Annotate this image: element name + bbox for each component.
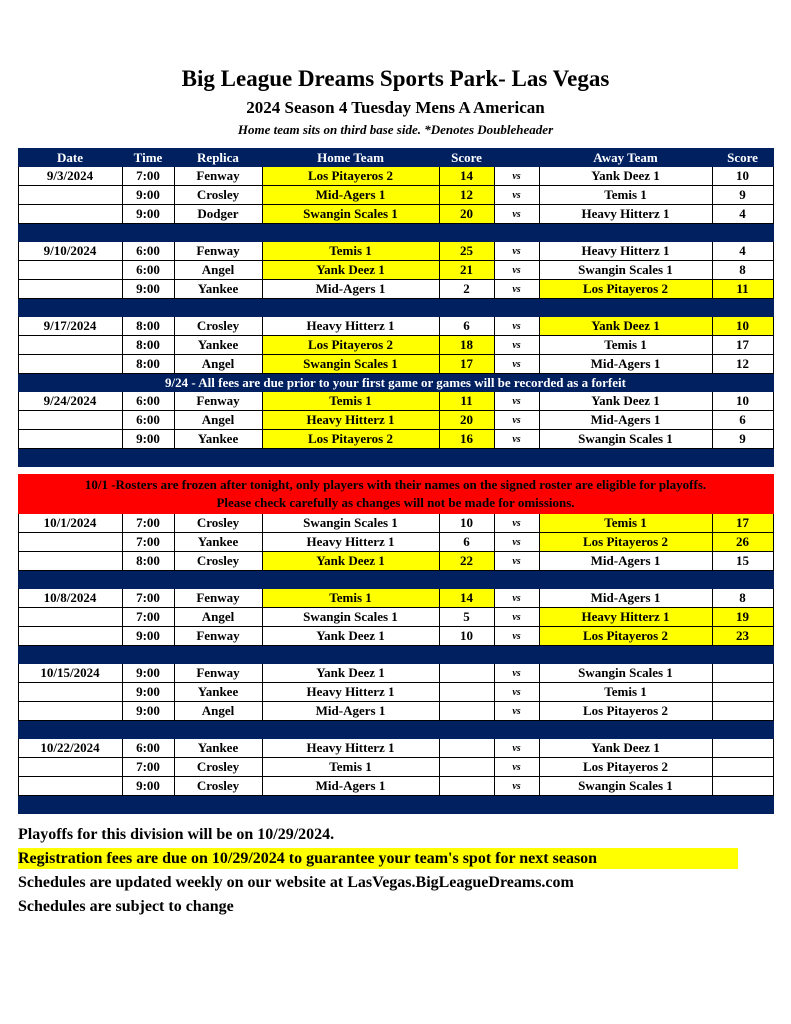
away-team-cell: Swangin Scales 1 xyxy=(539,430,712,449)
date-cell xyxy=(18,627,122,646)
separator-bar xyxy=(18,796,773,814)
home-team-cell: Heavy Hitterz 1 xyxy=(262,683,439,702)
col-header-away-team: Away Team xyxy=(539,149,712,167)
home-score-cell: 11 xyxy=(439,392,494,411)
away-team-cell: Heavy Hitterz 1 xyxy=(539,205,712,224)
away-score-cell xyxy=(712,758,773,777)
separator-row xyxy=(18,721,773,739)
home-score-cell xyxy=(439,777,494,796)
time-cell: 6:00 xyxy=(122,392,174,411)
time-cell: 6:00 xyxy=(122,242,174,261)
date-cell xyxy=(18,411,122,430)
away-score-cell: 8 xyxy=(712,589,773,608)
date-cell: 9/17/2024 xyxy=(18,317,122,336)
vs-cell: vs xyxy=(494,430,539,449)
vs-cell: vs xyxy=(494,533,539,552)
date-cell: 10/15/2024 xyxy=(18,664,122,683)
away-score-cell xyxy=(712,777,773,796)
vs-cell: vs xyxy=(494,411,539,430)
date-cell: 10/1/2024 xyxy=(18,514,122,533)
home-score-cell: 10 xyxy=(439,627,494,646)
replica-cell: Yankee xyxy=(174,533,262,552)
home-score-cell xyxy=(439,739,494,758)
spacer-row xyxy=(18,467,773,475)
game-row xyxy=(18,205,773,224)
schedule-table-body xyxy=(18,167,773,814)
away-score-cell xyxy=(712,702,773,721)
game-row xyxy=(18,533,773,552)
home-team-cell: Mid-Agers 1 xyxy=(262,777,439,796)
game-row xyxy=(18,514,773,533)
home-score-cell: 16 xyxy=(439,430,494,449)
home-team-cell: Yank Deez 1 xyxy=(262,552,439,571)
replica-cell: Angel xyxy=(174,261,262,280)
replica-cell: Crosley xyxy=(174,758,262,777)
game-row xyxy=(18,280,773,299)
game-row xyxy=(18,608,773,627)
away-score-cell: 9 xyxy=(712,430,773,449)
away-team-cell: Heavy Hitterz 1 xyxy=(539,242,712,261)
away-score-cell: 8 xyxy=(712,261,773,280)
away-team-cell: Los Pitayeros 2 xyxy=(539,702,712,721)
separator-bar xyxy=(18,299,773,317)
time-cell: 8:00 xyxy=(122,552,174,571)
home-score-cell xyxy=(439,664,494,683)
time-cell: 9:00 xyxy=(122,627,174,646)
vs-cell: vs xyxy=(494,167,539,186)
home-team-cell: Temis 1 xyxy=(262,242,439,261)
notice-row-red xyxy=(18,475,773,514)
home-score-cell: 21 xyxy=(439,261,494,280)
time-cell: 8:00 xyxy=(122,355,174,374)
col-header-away-score: Score xyxy=(712,149,773,167)
away-team-cell: Los Pitayeros 2 xyxy=(539,533,712,552)
home-score-cell: 6 xyxy=(439,317,494,336)
vs-cell: vs xyxy=(494,355,539,374)
game-row xyxy=(18,758,773,777)
away-team-cell: Los Pitayeros 2 xyxy=(539,280,712,299)
time-cell: 9:00 xyxy=(122,777,174,796)
spacer-bar xyxy=(18,467,773,475)
separator-row xyxy=(18,646,773,664)
roster-freeze-notice xyxy=(18,475,773,514)
game-row xyxy=(18,739,773,758)
home-score-cell: 2 xyxy=(439,280,494,299)
home-score-cell: 20 xyxy=(439,205,494,224)
home-team-cell: Temis 1 xyxy=(262,392,439,411)
away-team-cell: Yank Deez 1 xyxy=(539,317,712,336)
separator-row xyxy=(18,299,773,317)
vs-cell: vs xyxy=(494,739,539,758)
vs-cell: vs xyxy=(494,683,539,702)
away-team-cell: Yank Deez 1 xyxy=(539,392,712,411)
away-team-cell: Temis 1 xyxy=(539,336,712,355)
time-cell: 6:00 xyxy=(122,261,174,280)
replica-cell: Yankee xyxy=(174,430,262,449)
replica-cell: Angel xyxy=(174,355,262,374)
playoffs-note: Playoffs for this division will be on 10/29/2024. xyxy=(18,826,335,843)
home-team-cell: Mid-Agers 1 xyxy=(262,280,439,299)
date-cell: 9/3/2024 xyxy=(18,167,122,186)
replica-cell: Fenway xyxy=(174,589,262,608)
date-cell: 10/22/2024 xyxy=(18,739,122,758)
home-team-cell: Heavy Hitterz 1 xyxy=(262,411,439,430)
vs-cell: vs xyxy=(494,664,539,683)
replica-cell: Angel xyxy=(174,608,262,627)
replica-cell: Fenway xyxy=(174,242,262,261)
away-score-cell: 15 xyxy=(712,552,773,571)
vs-cell: vs xyxy=(494,336,539,355)
home-team-cell: Heavy Hitterz 1 xyxy=(262,533,439,552)
website-note: Schedules are updated weekly on our website at LasVegas.BigLeagueDreams.com xyxy=(18,874,574,891)
game-row xyxy=(18,683,773,702)
date-cell xyxy=(18,608,122,627)
vs-cell: vs xyxy=(494,186,539,205)
home-team-cell: Swangin Scales 1 xyxy=(262,608,439,627)
away-score-cell: 19 xyxy=(712,608,773,627)
table-header-row xyxy=(18,149,773,167)
home-team-cell: Temis 1 xyxy=(262,589,439,608)
game-row xyxy=(18,430,773,449)
separator-bar xyxy=(18,224,773,242)
home-team-cell: Swangin Scales 1 xyxy=(262,205,439,224)
away-score-cell xyxy=(712,664,773,683)
home-team-cell: Heavy Hitterz 1 xyxy=(262,317,439,336)
game-row xyxy=(18,664,773,683)
game-row xyxy=(18,411,773,430)
away-score-cell: 11 xyxy=(712,280,773,299)
date-cell xyxy=(18,683,122,702)
away-score-cell: 10 xyxy=(712,317,773,336)
game-row xyxy=(18,627,773,646)
time-cell: 6:00 xyxy=(122,739,174,758)
home-score-cell: 18 xyxy=(439,336,494,355)
date-cell xyxy=(18,552,122,571)
time-cell: 9:00 xyxy=(122,430,174,449)
away-score-cell: 10 xyxy=(712,167,773,186)
game-row xyxy=(18,392,773,411)
time-cell: 9:00 xyxy=(122,683,174,702)
replica-cell: Yankee xyxy=(174,683,262,702)
game-row xyxy=(18,242,773,261)
time-cell: 9:00 xyxy=(122,205,174,224)
home-score-cell: 14 xyxy=(439,589,494,608)
subject-to-change-note: Schedules are subject to change xyxy=(18,898,234,915)
separator-bar xyxy=(18,571,773,589)
game-row xyxy=(18,261,773,280)
col-header-date: Date xyxy=(18,149,122,167)
away-score-cell xyxy=(712,739,773,758)
replica-cell: Fenway xyxy=(174,627,262,646)
col-header-home-team: Home Team xyxy=(262,149,439,167)
date-cell xyxy=(18,777,122,796)
replica-cell: Fenway xyxy=(174,392,262,411)
replica-cell: Angel xyxy=(174,411,262,430)
fees-due-notice: 9/24 - All fees are due prior to your first game or games will be recorded as a forfeit xyxy=(18,374,773,392)
away-score-cell xyxy=(712,683,773,702)
away-score-cell: 10 xyxy=(712,392,773,411)
notice-row-navy xyxy=(18,374,773,392)
away-team-cell: Temis 1 xyxy=(539,683,712,702)
away-score-cell: 17 xyxy=(712,514,773,533)
vs-cell: vs xyxy=(494,608,539,627)
away-score-cell: 26 xyxy=(712,533,773,552)
vs-cell: vs xyxy=(494,280,539,299)
home-score-cell: 22 xyxy=(439,552,494,571)
home-team-cell: Swangin Scales 1 xyxy=(262,355,439,374)
home-team-cell: Yank Deez 1 xyxy=(262,627,439,646)
page-subtitle: 2024 Season 4 Tuesday Mens A American xyxy=(246,98,545,117)
away-score-cell: 6 xyxy=(712,411,773,430)
home-team-cell: Temis 1 xyxy=(262,758,439,777)
home-score-cell: 5 xyxy=(439,608,494,627)
home-score-cell: 20 xyxy=(439,411,494,430)
replica-cell: Crosley xyxy=(174,552,262,571)
away-score-cell: 4 xyxy=(712,205,773,224)
away-score-cell: 12 xyxy=(712,355,773,374)
date-cell xyxy=(18,186,122,205)
date-cell xyxy=(18,336,122,355)
vs-cell: vs xyxy=(494,261,539,280)
replica-cell: Crosley xyxy=(174,514,262,533)
replica-cell: Crosley xyxy=(174,777,262,796)
home-score-cell xyxy=(439,702,494,721)
time-cell: 9:00 xyxy=(122,186,174,205)
away-team-cell: Mid-Agers 1 xyxy=(539,552,712,571)
vs-cell: vs xyxy=(494,317,539,336)
replica-cell: Yankee xyxy=(174,739,262,758)
away-score-cell: 23 xyxy=(712,627,773,646)
replica-cell: Fenway xyxy=(174,167,262,186)
schedule-table xyxy=(18,148,774,814)
time-cell: 9:00 xyxy=(122,280,174,299)
vs-cell: vs xyxy=(494,552,539,571)
separator-row xyxy=(18,796,773,814)
game-row xyxy=(18,317,773,336)
time-cell: 9:00 xyxy=(122,664,174,683)
date-cell xyxy=(18,280,122,299)
date-cell: 9/24/2024 xyxy=(18,392,122,411)
date-cell xyxy=(18,758,122,777)
game-row xyxy=(18,702,773,721)
away-team-cell: Los Pitayeros 2 xyxy=(539,758,712,777)
time-cell: 9:00 xyxy=(122,702,174,721)
date-cell: 10/8/2024 xyxy=(18,589,122,608)
home-team-cell: Yank Deez 1 xyxy=(262,664,439,683)
separator-row xyxy=(18,449,773,467)
date-cell: 9/10/2024 xyxy=(18,242,122,261)
time-cell: 7:00 xyxy=(122,608,174,627)
away-team-cell: Swangin Scales 1 xyxy=(539,261,712,280)
home-team-cell: Los Pitayeros 2 xyxy=(262,430,439,449)
time-cell: 8:00 xyxy=(122,317,174,336)
page-note: Home team sits on third base side. *Denotes Doubleheader xyxy=(237,122,554,137)
date-cell xyxy=(18,205,122,224)
vs-cell: vs xyxy=(494,514,539,533)
away-team-cell: Yank Deez 1 xyxy=(539,739,712,758)
time-cell: 6:00 xyxy=(122,411,174,430)
game-row xyxy=(18,336,773,355)
replica-cell: Dodger xyxy=(174,205,262,224)
away-score-cell: 9 xyxy=(712,186,773,205)
date-cell xyxy=(18,533,122,552)
time-cell: 7:00 xyxy=(122,167,174,186)
away-team-cell: Mid-Agers 1 xyxy=(539,411,712,430)
replica-cell: Crosley xyxy=(174,186,262,205)
game-row xyxy=(18,355,773,374)
time-cell: 7:00 xyxy=(122,758,174,777)
registration-note: Registration fees are due on 10/29/2024 to guarantee your team's spot for next season xyxy=(18,848,738,869)
game-row xyxy=(18,552,773,571)
date-cell xyxy=(18,430,122,449)
separator-bar xyxy=(18,721,773,739)
separator-bar xyxy=(18,449,773,467)
home-team-cell: Heavy Hitterz 1 xyxy=(262,739,439,758)
time-cell: 7:00 xyxy=(122,589,174,608)
home-team-cell: Swangin Scales 1 xyxy=(262,514,439,533)
game-row xyxy=(18,186,773,205)
home-team-cell: Los Pitayeros 2 xyxy=(262,336,439,355)
away-team-cell: Yank Deez 1 xyxy=(539,167,712,186)
away-team-cell: Swangin Scales 1 xyxy=(539,777,712,796)
separator-row xyxy=(18,571,773,589)
game-row xyxy=(18,589,773,608)
vs-cell: vs xyxy=(494,777,539,796)
replica-cell: Angel xyxy=(174,702,262,721)
footer xyxy=(18,824,773,917)
page-title: Big League Dreams Sports Park- Las Vegas xyxy=(181,66,610,91)
away-team-cell: Mid-Agers 1 xyxy=(539,589,712,608)
home-team-cell: Yank Deez 1 xyxy=(262,261,439,280)
date-cell xyxy=(18,261,122,280)
roster-freeze-line: Please check carefully as changes will not be made for omissions. xyxy=(216,495,575,510)
time-cell: 7:00 xyxy=(122,514,174,533)
separator-row xyxy=(18,224,773,242)
time-cell: 7:00 xyxy=(122,533,174,552)
replica-cell: Crosley xyxy=(174,317,262,336)
replica-cell: Yankee xyxy=(174,336,262,355)
replica-cell: Yankee xyxy=(174,280,262,299)
game-row xyxy=(18,167,773,186)
date-cell xyxy=(18,355,122,374)
away-score-cell: 4 xyxy=(712,242,773,261)
vs-cell: vs xyxy=(494,627,539,646)
vs-cell: vs xyxy=(494,589,539,608)
col-header-vs xyxy=(494,149,539,167)
home-score-cell: 14 xyxy=(439,167,494,186)
home-score-cell: 25 xyxy=(439,242,494,261)
date-cell xyxy=(18,702,122,721)
home-team-cell: Los Pitayeros 2 xyxy=(262,167,439,186)
away-team-cell: Temis 1 xyxy=(539,186,712,205)
vs-cell: vs xyxy=(494,242,539,261)
game-row xyxy=(18,777,773,796)
vs-cell: vs xyxy=(494,205,539,224)
col-header-replica: Replica xyxy=(174,149,262,167)
home-score-cell: 17 xyxy=(439,355,494,374)
away-team-cell: Los Pitayeros 2 xyxy=(539,627,712,646)
home-score-cell: 6 xyxy=(439,533,494,552)
home-team-cell: Mid-Agers 1 xyxy=(262,186,439,205)
roster-freeze-line: 10/1 -Rosters are frozen after tonight, only players with their names on the signed roster are eligible for playoffs. xyxy=(84,477,707,492)
replica-cell: Fenway xyxy=(174,664,262,683)
home-score-cell: 10 xyxy=(439,514,494,533)
away-score-cell: 17 xyxy=(712,336,773,355)
away-team-cell: Mid-Agers 1 xyxy=(539,355,712,374)
vs-cell: vs xyxy=(494,392,539,411)
time-cell: 8:00 xyxy=(122,336,174,355)
away-team-cell: Temis 1 xyxy=(539,514,712,533)
vs-cell: vs xyxy=(494,758,539,777)
home-score-cell: 12 xyxy=(439,186,494,205)
col-header-time: Time xyxy=(122,149,174,167)
away-team-cell: Heavy Hitterz 1 xyxy=(539,608,712,627)
vs-cell: vs xyxy=(494,702,539,721)
home-score-cell xyxy=(439,683,494,702)
separator-bar xyxy=(18,646,773,664)
away-team-cell: Swangin Scales 1 xyxy=(539,664,712,683)
home-score-cell xyxy=(439,758,494,777)
col-header-home-score: Score xyxy=(439,149,494,167)
home-team-cell: Mid-Agers 1 xyxy=(262,702,439,721)
